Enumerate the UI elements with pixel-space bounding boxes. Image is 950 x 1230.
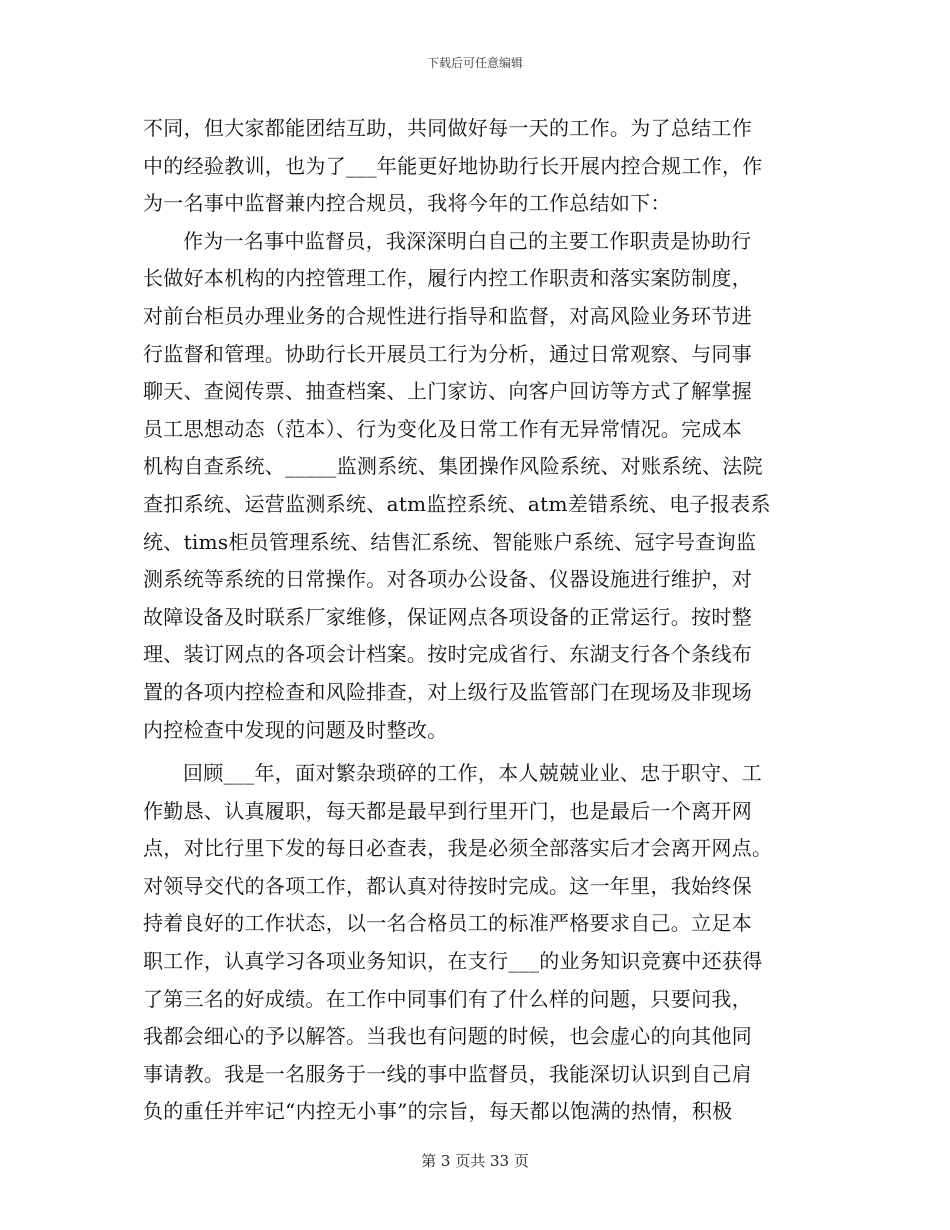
text-line: 理、装订网点的各项会计档案。按时完成省行、东湖支行各个条线布: [143, 642, 752, 667]
paragraph: [143, 110, 803, 223]
page-header: 下载后可任意编辑: [426, 56, 523, 70]
text-line: 了第三名的好成绩。在工作中同事们有了什么样的问题，只要问我，: [143, 986, 752, 1011]
text-line: 员工思想动态（范本）、行为变化及日常工作有无异常情况。完成本: [143, 416, 742, 441]
page-number: 第 3 页共 33 页: [421, 1152, 529, 1170]
text-line: 测系统等系统的日常操作。对各项办公设备、仪器设施进行维护，对: [143, 567, 752, 592]
text-line: 不同，但大家都能团结互助，共同做好每一天的工作。为了总结工作: [143, 116, 752, 140]
text-line: 置的各项内控检查和风险排查，对上级行及监管部门在现场及非现场: [143, 679, 752, 704]
text-line: 点，对比行里下发的每日必查表，我是必须全部落实后才会离开网点。: [143, 836, 773, 861]
text-line: 长做好本机构的内控管理工作，履行内控工作职责和落实案防制度，: [143, 266, 752, 291]
document-body: [143, 110, 803, 1131]
text-line: 故障设备及时联系厂家维修，保证网点各项设备的正常运行。按时整: [143, 604, 752, 629]
text-line: 事请教。我是一名服务于一线的事中监督员，我能深切认识到自己肩: [143, 1061, 752, 1086]
text-line: 统、tims柜员管理系统、结售汇系统、智能账户系统、冠字号查询监: [143, 529, 757, 554]
text-line: 作为一名事中监督员，我深深明白自己的主要工作职责是协助行: [183, 228, 752, 253]
text-line: 机构自查系统、_____监测系统、集团操作风险系统、对账系统、法院: [143, 454, 763, 479]
paragraph: [143, 223, 803, 749]
text-line: 内控检查中发现的问题及时整改。: [143, 717, 448, 742]
text-line: 中的经验教训，也为了___年能更好地协助行长开展内控合规工作，作: [143, 153, 763, 178]
text-line: 负的重任并牢记“内控无小事”的宗旨，每天都以饱满的热情，积极: [143, 1099, 733, 1124]
text-line: 职工作，认真学习各项业务知识，在支行___的业务知识竞赛中还获得: [143, 949, 763, 974]
text-line: 对领导交代的各项工作，都认真对待按时完成。这一年里，我始终保: [143, 873, 752, 898]
text-line: 查扣系统、运营监测系统、atm监控系统、atm差错系统、电子报表系: [143, 491, 771, 516]
text-line: 作勤恳、认真履职，每天都是最早到行里开门，也是最后一个离开网: [143, 798, 752, 823]
text-line: 我都会细心的予以解答。当我也有问题的时候，也会虚心的向其他同: [143, 1024, 752, 1049]
text-line: 对前台柜员办理业务的合规性进行指导和监督，对高风险业务环节进: [143, 303, 752, 328]
text-line: 回顾___年，面对繁杂琐碎的工作，本人兢兢业业、忠于职守、工: [183, 761, 762, 786]
text-line: 行监督和管理。协助行长开展员工行为分析，通过日常观察、与同事: [143, 341, 752, 366]
text-line: 为一名事中监督兼内控合规员，我将今年的工作总结如下：: [143, 191, 671, 216]
text-line: 持着良好的工作状态，以一名合格员工的标准严格要求自己。立足本: [143, 911, 752, 936]
paragraph: [143, 755, 803, 1131]
text-line: 聊天、查阅传票、抽查档案、上门家访、向客户回访等方式了解掌握: [143, 379, 752, 404]
